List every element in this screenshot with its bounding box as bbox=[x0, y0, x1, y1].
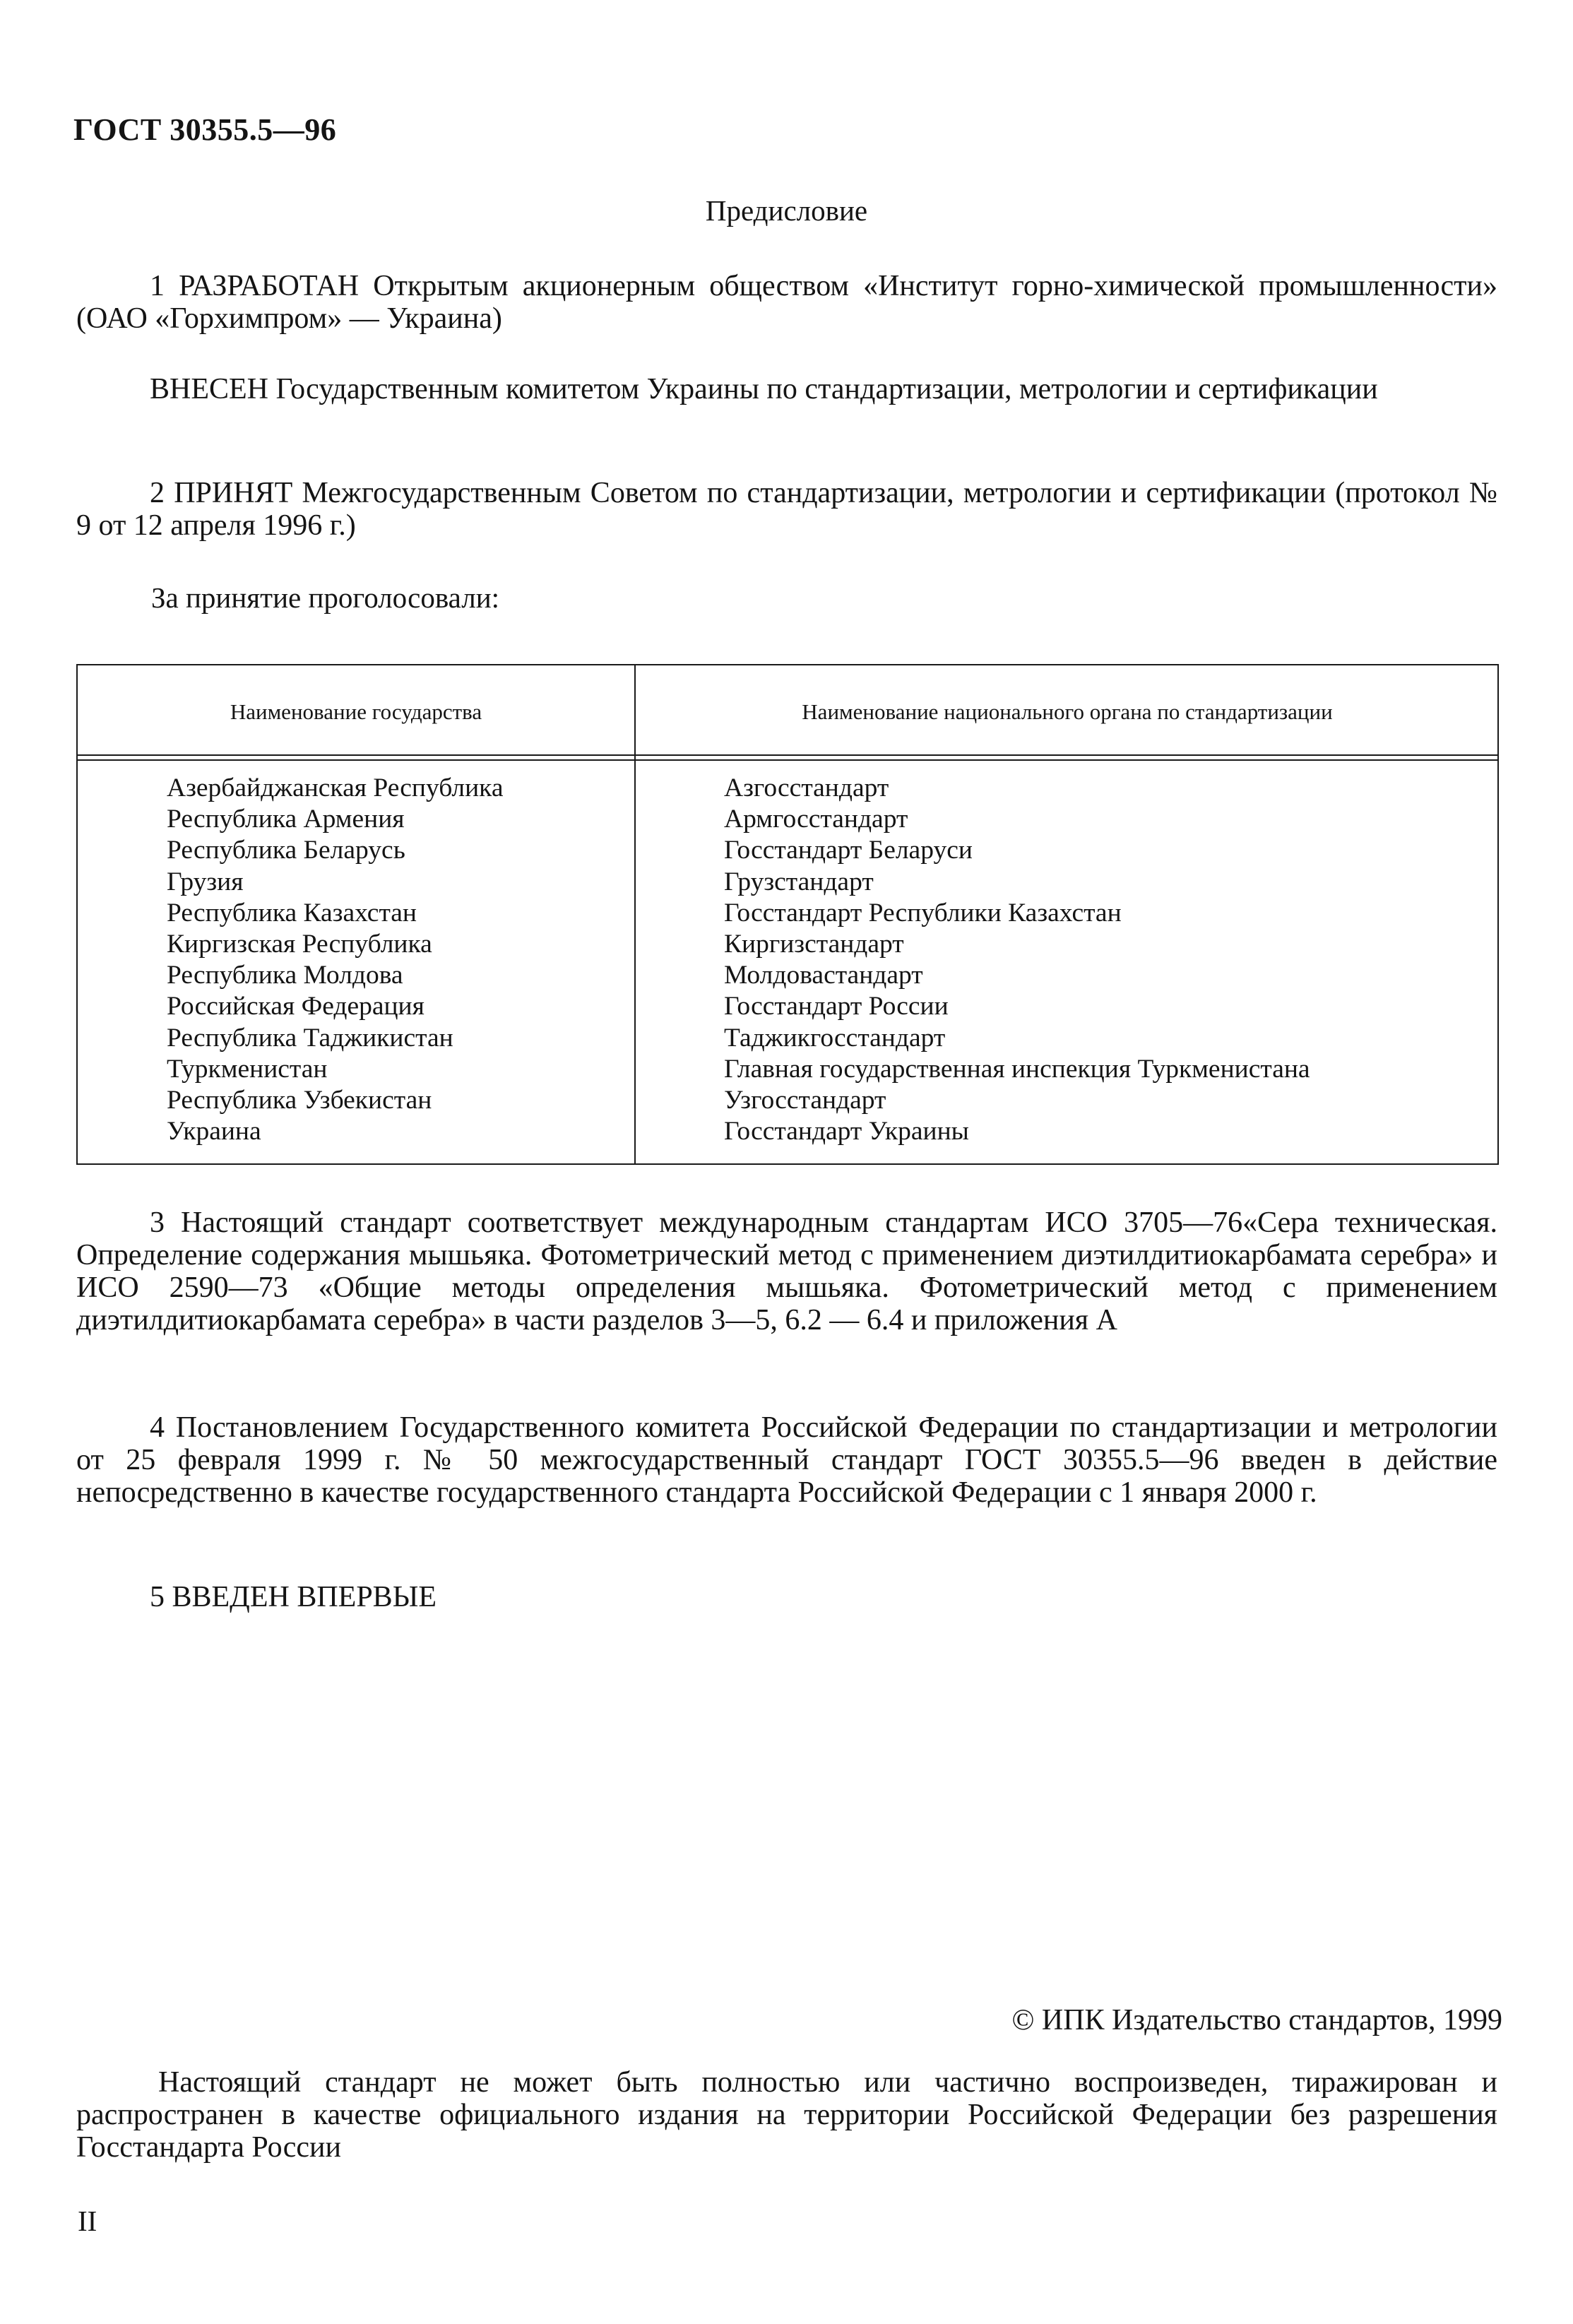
paragraph-submitted bbox=[76, 373, 1497, 405]
paragraph-enactment-text: 4 Постановлением Государственного комитета Российской Федерации по стандартизации и метрологии от 25 февраля 1999 г. № 50 межгосударственный стандарт ГОСТ 30355.5—96 введен в действие непосредственно в качестве государственного стандарта Российской Федерации с 1 января 2000 г. bbox=[76, 1411, 1497, 1509]
table-cell-body: Госстандарт России bbox=[724, 992, 949, 1021]
table-header-rule bbox=[78, 754, 1497, 756]
paragraph-adopted bbox=[76, 477, 1497, 542]
paragraph-iso-correspondence bbox=[76, 1207, 1497, 1336]
paragraph-developed bbox=[76, 270, 1497, 335]
table-cell-body: Главная государственная инспекция Туркменистана bbox=[724, 1054, 1310, 1084]
table-cell-body: Молдовастандарт bbox=[724, 961, 923, 990]
table-cell-body: Госстандарт Украины bbox=[724, 1117, 969, 1146]
table-cell-body: Таджикгосстандарт bbox=[724, 1023, 946, 1053]
table-cell-state: Азербайджанская Республика bbox=[167, 773, 504, 802]
paragraph-submitted-text: ВНЕСЕН Государственным комитетом Украины по стандартизации, метрологии и сертификации bbox=[150, 373, 1378, 405]
table-cell-body: Азгосстандарт bbox=[724, 773, 889, 802]
paragraph-first-introduced-text: 5 ВВЕДЕН ВПЕРВЫЕ bbox=[150, 1581, 437, 1613]
table-cell-body: Грузстандарт bbox=[724, 867, 874, 896]
table-cell-state: Республика Беларусь bbox=[167, 836, 405, 865]
paragraph-first-introduced bbox=[76, 1581, 1497, 1613]
table-cell-state: Республика Армения bbox=[167, 805, 405, 834]
paragraph-enactment bbox=[76, 1411, 1497, 1509]
table-cell-body: Госстандарт Республики Казахстан bbox=[724, 898, 1122, 927]
table-cell-state: Республика Казахстан bbox=[167, 898, 417, 927]
reproduction-notice bbox=[76, 2066, 1497, 2164]
table-cell-state: Российская Федерация bbox=[167, 992, 425, 1021]
table-cell-state: Республика Молдова bbox=[167, 961, 403, 990]
voting-table bbox=[76, 664, 1499, 1165]
table-cell-state: Республика Узбекистан bbox=[167, 1086, 432, 1115]
table-cell-body: Киргизстандарт bbox=[724, 930, 904, 959]
table-cell-state: Республика Таджикистан bbox=[167, 1023, 453, 1053]
document-code: ГОСТ 30355.5—96 bbox=[73, 112, 337, 147]
table-column-divider bbox=[634, 665, 636, 1163]
table-column-states bbox=[167, 773, 503, 1147]
table-header-rule-double bbox=[78, 759, 1497, 761]
table-cell-state: Туркменистан bbox=[167, 1054, 328, 1084]
table-cell-state: Грузия bbox=[167, 867, 244, 896]
table-cell-body: Армгосстандарт bbox=[724, 805, 908, 834]
table-cell-body: Госстандарт Беларуси bbox=[724, 836, 973, 865]
paragraph-iso-correspondence-text: 3 Настоящий стандарт соответствует международным стандартам ИСО 3705—76«Сера техническая. Определение содержания мышьяка. Фотометрический метод с применением диэтилдитиокарбамата серебра» и ИСО 2590—73 «Общие методы определения мышьяка. Фотометрический метод с применением диэтилдитиокарбамата серебра» в части разделов 3—5, 6.2 — 6.4 и приложения А bbox=[76, 1207, 1497, 1336]
table-cell-state: Киргизская Республика bbox=[167, 930, 432, 959]
voting-intro: За принятие проголосовали: bbox=[151, 581, 500, 614]
reproduction-notice-text: Настоящий стандарт не может быть полностью или частично воспроизведен, тиражирован и распространен в качестве официального издания на территории Российской Федерации без разрешения Госстандарта России bbox=[76, 2066, 1497, 2164]
table-header-state: Наименование государства bbox=[230, 699, 482, 724]
paragraph-adopted-text: 2 ПРИНЯТ Межгосударственным Советом по стандартизации, метрологии и сертификации (протокол № 9 от 12 апреля 1996 г.) bbox=[76, 477, 1497, 542]
table-header-body: Наименование национального органа по стандартизации bbox=[802, 699, 1333, 724]
table-column-bodies bbox=[724, 773, 1310, 1147]
page-number: II bbox=[78, 2205, 97, 2237]
table-cell-state: Украина bbox=[167, 1117, 261, 1146]
copyright-line: © ИПК Издательство стандартов, 1999 bbox=[1011, 2004, 1502, 2037]
paragraph-developed-text: 1 РАЗРАБОТАН Открытым акционерным обществом «Институт горно-химической промышленности» (ОАО «Горхимпром» — Украина) bbox=[76, 270, 1497, 335]
section-title: Предисловие bbox=[705, 194, 868, 227]
table-cell-body: Узгосстандарт bbox=[724, 1086, 886, 1115]
